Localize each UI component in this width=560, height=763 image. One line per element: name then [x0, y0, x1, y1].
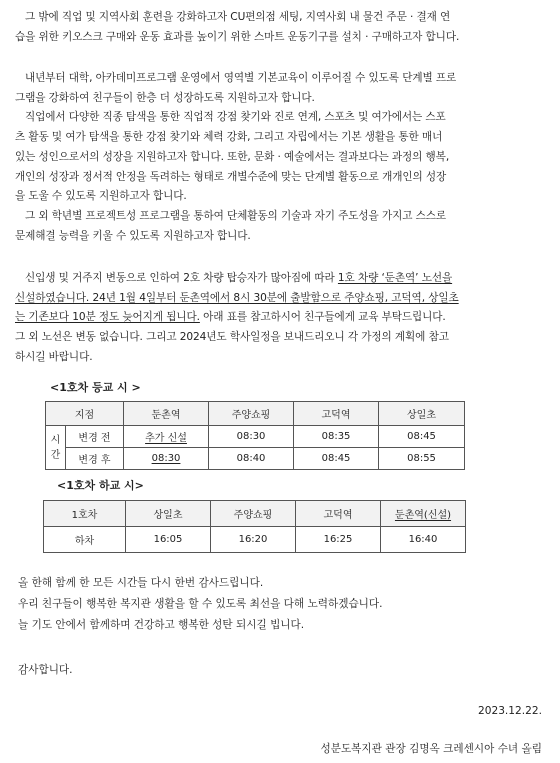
notice-underlined-text: 는 기존보다 10분 정도 늦어지게 됩니다.	[15, 311, 200, 324]
header-cell: 상일초	[126, 501, 211, 527]
thanks-text: 감사합니다.	[18, 664, 73, 676]
closing-paragraph	[18, 573, 543, 636]
program-line: 츠 활동 및 여가 탐색을 통한 강점 찾기와 체력 강화, 그리고 자립에서는 기본 생활을 통한 매너	[15, 131, 443, 144]
notice-underlined-text: 신설하였습니다. 24년 1월 4일부터 둔촌역에서 8시 30분에 출발함으로 주양쇼핑, 고덕역, 상일초	[15, 291, 459, 304]
header-cell: 둔촌역(신설)	[381, 501, 466, 527]
notice-line	[15, 269, 545, 289]
header-cell: 지점	[46, 402, 124, 426]
header-cell: 상일초	[379, 402, 465, 426]
notice-text: 신입생 및 거주지 변동으로 인하여 2호 차량 탑승자가 많아짐에 따라	[25, 272, 338, 284]
row-label: 하차	[44, 527, 126, 553]
intro-line: 그 밖에 직업 및 지역사회 훈련을 강화하고자 CU편의점 세팅, 지역사회 내 물건 주문 · 결재 연	[25, 11, 451, 23]
letter-date: 2023.12.22.	[477, 705, 542, 717]
table-row	[46, 426, 465, 448]
header-cell: 둔촌역	[124, 402, 209, 426]
program-line: 그램을 강화하여 친구들이 한층 더 성장하도록 지원하고자 합니다.	[15, 91, 315, 104]
table-header-row	[44, 501, 466, 527]
program-line: 직업에서 다양한 직종 탐색을 통한 직업적 강점 찾기와 진로 연계, 스포츠 및 여가에서는 스포	[25, 111, 446, 124]
table-header-row	[46, 402, 465, 426]
notice-line	[15, 308, 545, 328]
program-line: 을 도울 수 있도록 지원하고자 합니다.	[15, 190, 187, 203]
header-cell: 고덕역	[294, 402, 379, 426]
row-label: 변경 후	[66, 448, 124, 470]
signature: 성분도복지관 관장 김명옥 크레센시아 수녀 올림	[320, 743, 542, 755]
program-line: 개인의 성장과 정서적 안정을 독려하는 형태로 개별수준에 맞는 단계별 활동으로 개개인의 성장	[15, 170, 447, 183]
bus-notice-paragraph	[15, 269, 545, 368]
notice-underlined-text: 1호 차량 ‘둔촌역’ 노선을	[337, 272, 453, 284]
time-side-label: 시 간	[46, 426, 66, 470]
table-cell: 추가 신설	[124, 426, 209, 448]
notice-text: 아래 표를 참고하시어 친구들에게 교육 부탁드립니다.	[199, 311, 446, 324]
program-line: 문제해결 능력을 키울 수 있도록 지원하고자 합니다.	[15, 229, 251, 242]
table-cell: 08:35	[294, 426, 379, 448]
table-cell: 08:55	[379, 448, 465, 470]
row-label: 변경 전	[66, 426, 124, 448]
intro-line: 습을 위한 키오스크 구매와 운동 효과를 높이기 위한 스마트 운동기구를 설치 · 구매하고자 합니다.	[15, 30, 460, 43]
table-cell: 08:45	[379, 426, 465, 448]
program-paragraph	[15, 69, 545, 246]
morning-schedule-table	[45, 401, 465, 470]
afternoon-schedule-table	[43, 500, 466, 553]
program-line: 그 외 학년별 프로젝트성 프로그램을 통하여 단체활동의 기술과 자기 주도성을 가지고 스스로	[25, 209, 447, 222]
table-row	[46, 448, 465, 470]
table-cell: 08:40	[209, 448, 294, 470]
table-cell: 16:40	[381, 527, 466, 553]
closing-line: 올 한해 함께 한 모든 시간들 다시 한번 감사드립니다.	[18, 577, 264, 589]
program-line: 내년부터 대학, 아카데미프로그램 운영에서 영역별 기본교육이 이루어질 수 있도록 단계별 프로	[25, 72, 457, 84]
intro-paragraph	[15, 8, 545, 47]
table-cell: 16:20	[211, 527, 296, 553]
closing-line: 우리 친구들이 행복한 복지관 생활을 할 수 있도록 최선을 다해 노력하겠습니다.	[18, 598, 383, 610]
closing-line: 늘 기도 안에서 함께하며 건강하고 행복한 성탄 되시길 빕니다.	[18, 619, 305, 631]
table-cell: 08:45	[294, 448, 379, 470]
table-cell: 08:30	[209, 426, 294, 448]
program-line: 있는 성인으로서의 성장을 지원하고자 합니다. 또한, 문화 · 예술에서는 결과보다는 과정의 행복,	[15, 150, 450, 163]
afternoon-table-caption: <1호차 하교 시>	[57, 479, 144, 492]
morning-table-caption: <1호차 등교 시 >	[50, 381, 141, 394]
notice-line	[15, 289, 545, 309]
table-row	[44, 527, 466, 553]
notice-line: 하시길 바랍니다.	[15, 350, 93, 363]
notice-line: 그 외 노선은 변동 없습니다. 그리고 2024년도 학사일정을 보내드리오니 각 가정의 계획에 참고	[15, 331, 449, 344]
header-cell: 1호차	[44, 501, 126, 527]
table-cell: 16:25	[296, 527, 381, 553]
table-cell: 16:05	[126, 527, 211, 553]
header-cell: 주양쇼핑	[211, 501, 296, 527]
header-cell: 주양쇼핑	[209, 402, 294, 426]
header-cell: 고덕역	[296, 501, 381, 527]
table-cell: 08:30	[124, 448, 209, 470]
